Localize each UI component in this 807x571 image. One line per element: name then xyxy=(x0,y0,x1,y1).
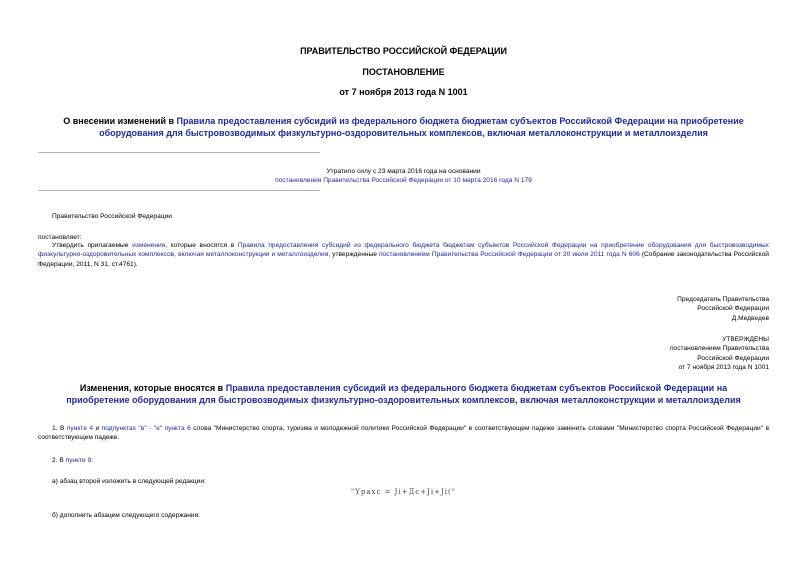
approved-country: Российской Федерации xyxy=(697,354,769,362)
item-2a: а) абзац второй изложить в следующей редакции: xyxy=(52,478,206,485)
item1-text-a: 1. В xyxy=(52,425,67,432)
item-1 xyxy=(38,424,769,443)
item2-text-a: 2. В xyxy=(52,457,66,464)
signature-name: Д.Медведев xyxy=(731,314,769,322)
approval-block xyxy=(670,335,769,373)
item-2b: б) дополнить абзацем следующего содержания: xyxy=(52,512,201,519)
p1-text-b: , которые вносятся в xyxy=(165,242,238,249)
item2-text-b: : xyxy=(91,457,93,464)
changes-link[interactable]: изменения xyxy=(132,242,166,249)
point-9-link[interactable]: пункте 9 xyxy=(65,457,92,464)
approved-by: постановлением Правительства xyxy=(669,345,769,353)
rules-link-body[interactable]: Правила предоставления субсидий из федерального бюджета бюджетам субъектов Российской Федерации на приобретение оборудования для быстровозводимых физкультурно-оздоровительных комплексов, включая металлоконструкции и металлоизделия xyxy=(38,242,769,259)
p1-text-d: (Собрание законодательства Российской Федерации, 2011, N 31, ст.4761). xyxy=(38,251,769,268)
signature-country: Российской Федерации xyxy=(697,305,769,313)
government-heading: ПРАВИТЕЛЬСТВО РОССИЙСКОЙ ФЕДЕРАЦИИ xyxy=(300,46,507,56)
rules-link[interactable]: Правила предоставления субсидий из федерального бюджета бюджетам субъектов Российской Федерации на приобретение оборудования для быстровозводимых физкультурно-оздоровительных комплексов, включая металлоконструкции и металлоизделия xyxy=(99,116,744,138)
repeal-decree-link[interactable]: постановления Правительства Российской Федерации от 10 марта 2016 года N 179 xyxy=(275,177,532,185)
resolution-paragraph xyxy=(38,241,769,269)
item1-text-c: слова "Министерство спорта, туризма и молодежной политики Российской Федерации" в соответствующем падеже заменить словами "Министерство спорта Российской Федерации" в соответствующем падеже. xyxy=(38,425,769,442)
status-note-line: Утратило силу с 23 марта 2016 года на основании xyxy=(326,168,481,175)
p1-text-c: , утвержденные xyxy=(328,251,379,259)
title-prefix: О внесении изменений в xyxy=(63,116,177,126)
document-date-number: от 7 ноября 2013 года N 1001 xyxy=(339,87,468,97)
p1-text-a: Утвердить прилагаемые xyxy=(52,242,133,249)
signature-block xyxy=(677,295,769,323)
item1-text-b: и xyxy=(93,425,102,432)
divider-bottom xyxy=(38,190,320,191)
document-type: ПОСТАНОВЛЕНИЕ xyxy=(362,67,445,77)
government-name: Правительство Российской Федерации xyxy=(52,213,172,220)
status-note xyxy=(0,167,807,186)
changes-title xyxy=(55,382,752,406)
item-2 xyxy=(52,456,93,465)
divider-top xyxy=(38,152,320,153)
signature-position: Председатель Правительства xyxy=(677,296,769,303)
point-4-link[interactable]: пункте 4 xyxy=(66,425,94,432)
document-title xyxy=(60,115,747,139)
approved-label: УТВЕРЖДЕНЫ xyxy=(722,336,769,343)
rules-link-changes[interactable]: Правила предоставления субсидий из федерального бюджета бюджетам субъектов Российской Федерации на приобретение оборудования для быстровозводимых физкультурно-оздоровительных комплексов, включая металлоконструкции и металлоизделия xyxy=(66,383,741,405)
resolves-text: постановляет: xyxy=(38,234,82,241)
approved-date: от 7 ноября 2013 года N 1001 xyxy=(678,364,769,372)
subpoints-link[interactable]: подпунктах "в" - "е" пункта 6 xyxy=(101,425,191,432)
changes-title-prefix: Изменения, которые вносятся в xyxy=(79,383,226,393)
formula-image: "Ypaxc = Ji+Дc+Ji+Ji(" xyxy=(351,488,456,496)
decree-606-link[interactable]: постановлением Правительства Российской Федерации от 20 июля 2011 года N 606 xyxy=(378,251,640,259)
